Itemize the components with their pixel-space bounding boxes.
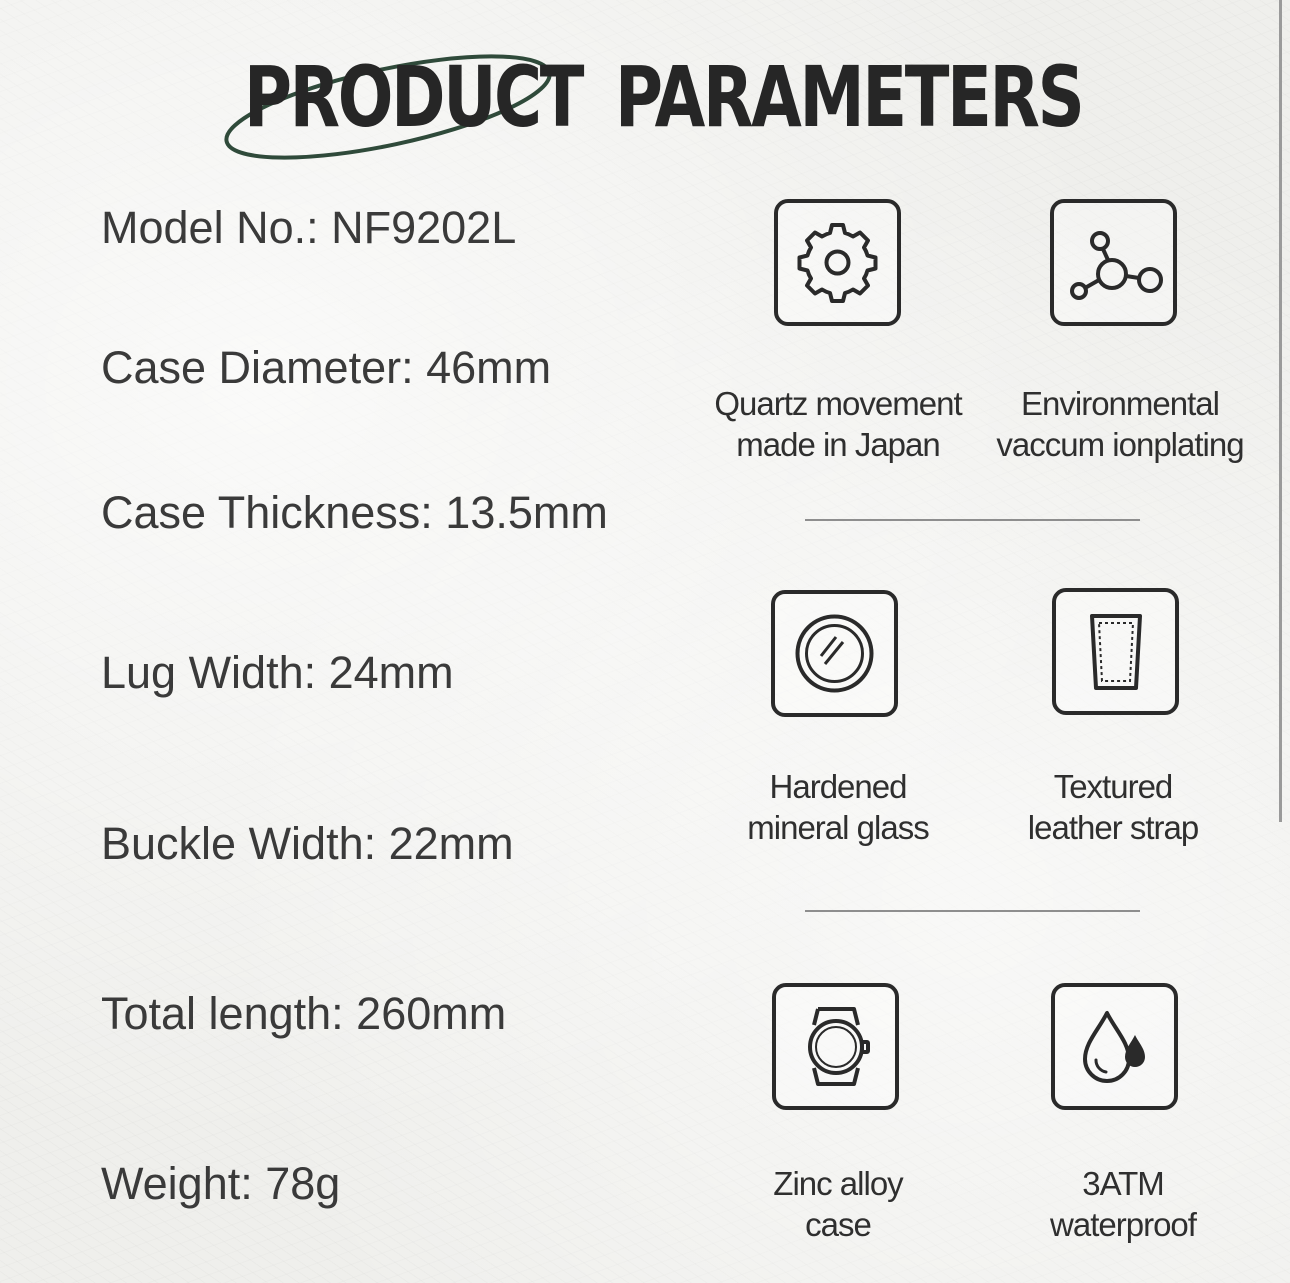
divider	[805, 910, 1140, 912]
divider	[805, 519, 1140, 521]
feature-caption-line1: Quartz movement	[714, 385, 962, 422]
gear-icon	[774, 199, 901, 326]
page-title	[0, 48, 1290, 162]
spec-lug-width: Lug Width: 24mm	[101, 647, 454, 698]
title-word-product: PRODUCT	[244, 48, 583, 146]
molecule-icon	[1050, 199, 1177, 326]
spec-weight: Weight: 78g	[101, 1158, 341, 1209]
feature-caption-line2: leather strap	[1027, 809, 1199, 846]
feature-caption-line2: made in Japan	[736, 426, 940, 463]
feature-caption-line1: Environmental	[1021, 385, 1219, 422]
spec-total-length: Total length: 260mm	[101, 988, 507, 1039]
feature-caption-line1: Hardened	[769, 768, 907, 805]
spec-model-number: Model No.: NF9202L	[101, 202, 517, 253]
title-word-parameters: PARAMETERS	[615, 48, 1083, 146]
feature-caption-line2: mineral glass	[747, 809, 929, 846]
water-drops-icon	[1051, 983, 1178, 1110]
feature-caption-line1: 3ATM	[1082, 1165, 1164, 1202]
leather-strap-icon	[1052, 588, 1179, 715]
feature-caption-line2: case	[805, 1206, 871, 1243]
feature-caption-line1: Textured	[1053, 768, 1173, 805]
watch-case-icon	[772, 983, 899, 1110]
spec-case-diameter: Case Diameter: 46mm	[101, 342, 552, 393]
glass-lens-icon	[771, 590, 898, 717]
spec-buckle-width: Buckle Width: 22mm	[101, 818, 514, 869]
feature-caption-line2: vaccum ionplating	[996, 426, 1244, 463]
feature-caption-line2: waterproof	[1050, 1206, 1196, 1243]
feature-caption-line1: Zinc alloy	[773, 1165, 903, 1202]
spec-case-thickness: Case Thickness: 13.5mm	[101, 487, 608, 538]
